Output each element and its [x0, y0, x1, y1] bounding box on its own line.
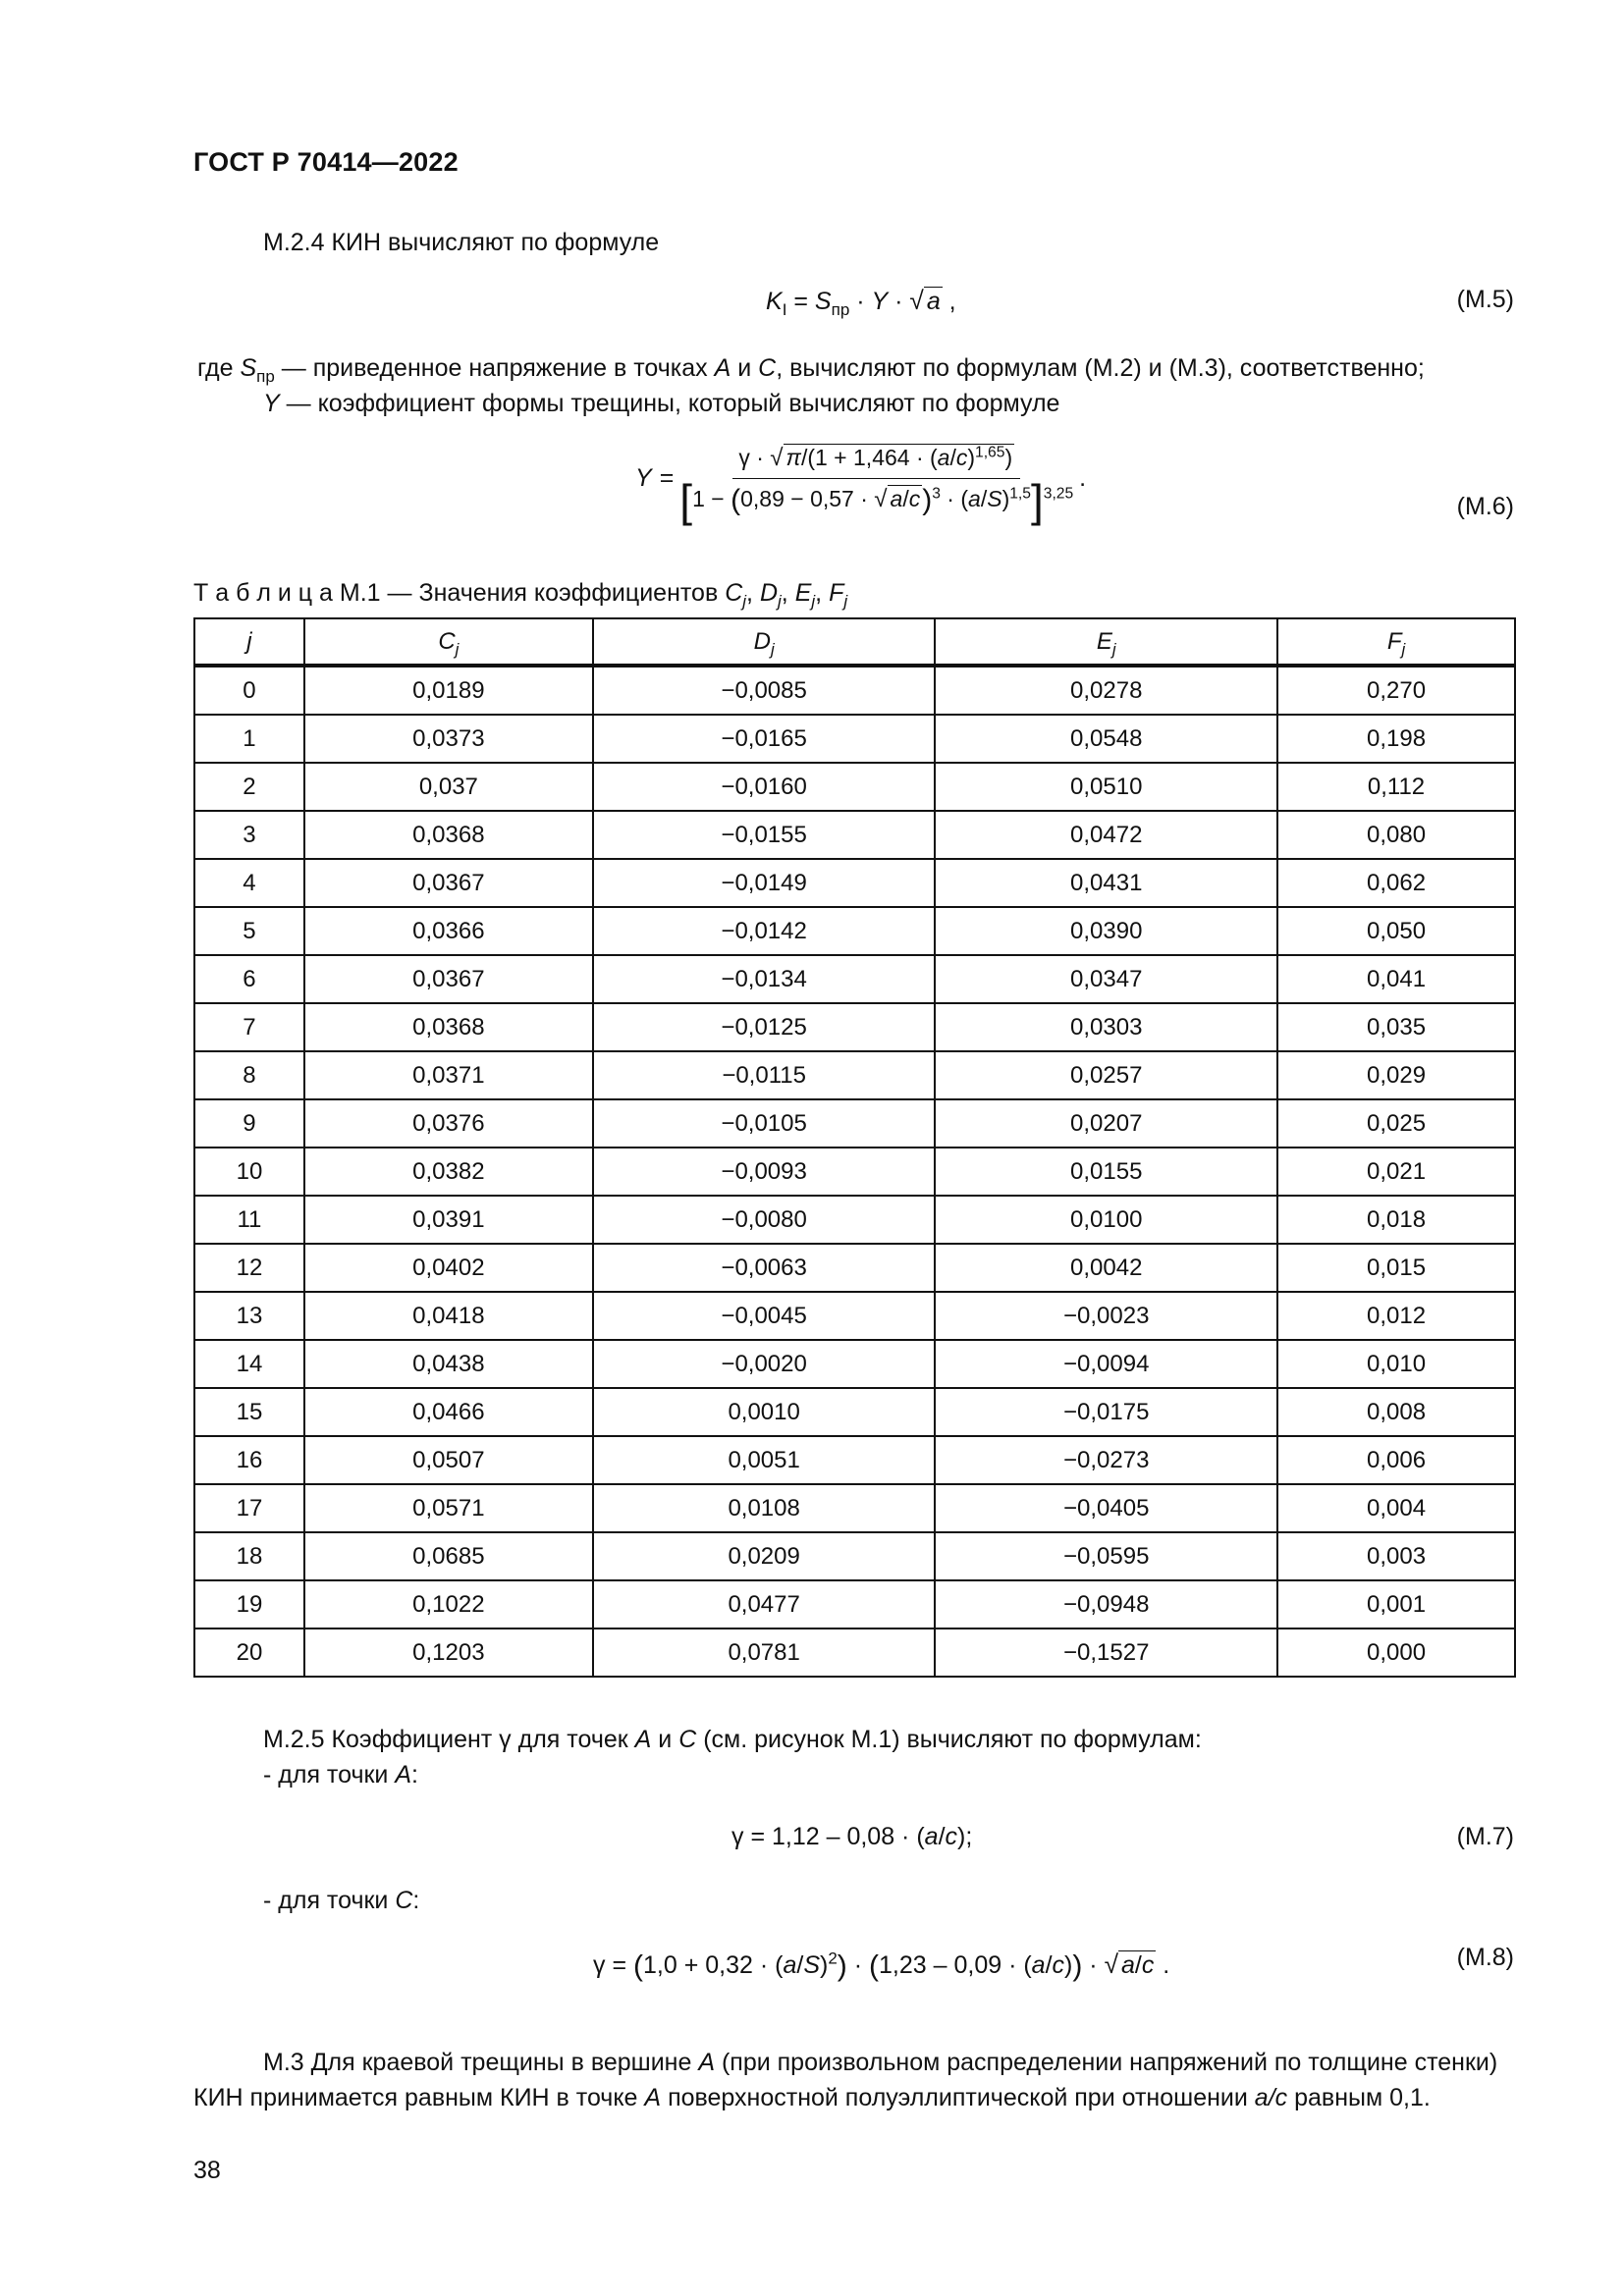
- cell-f: 0,018: [1277, 1196, 1515, 1244]
- cell-f: 0,003: [1277, 1532, 1515, 1580]
- cell-j: 6: [194, 955, 304, 1003]
- cell-e: −0,0175: [935, 1388, 1277, 1436]
- cell-j: 8: [194, 1051, 304, 1099]
- cell-c: 0,0367: [304, 859, 593, 907]
- bullet-point-a: - для точки A:: [263, 1761, 418, 1789]
- cell-c: 0,0571: [304, 1484, 593, 1532]
- header-j: j: [194, 618, 304, 666]
- cell-d: −0,0149: [593, 859, 936, 907]
- table-row: [194, 1340, 1515, 1388]
- cell-d: 0,0209: [593, 1532, 936, 1580]
- cell-e: −0,0595: [935, 1532, 1277, 1580]
- cell-f: 0,021: [1277, 1148, 1515, 1196]
- table-row: [194, 1051, 1515, 1099]
- formula-m8-number: (М.8): [1456, 1944, 1514, 1971]
- cell-d: −0,0020: [593, 1340, 936, 1388]
- cell-c: 0,0368: [304, 1003, 593, 1051]
- cell-c: 0,0382: [304, 1148, 593, 1196]
- coefficients-table: [193, 617, 1516, 1678]
- formula-m6-number: (М.6): [1456, 493, 1514, 520]
- formula-m7: [193, 1823, 1514, 1858]
- cell-e: 0,0257: [935, 1051, 1277, 1099]
- bullet-point-c: - для точки C:: [263, 1887, 420, 1914]
- table-row: [194, 1244, 1515, 1292]
- cell-e: 0,0278: [935, 666, 1277, 715]
- table-row: [194, 715, 1515, 763]
- where-line-2: Y — коэффициент формы трещины, который вычисляют по формуле: [263, 390, 1060, 417]
- cell-e: 0,0390: [935, 907, 1277, 955]
- cell-f: 0,062: [1277, 859, 1515, 907]
- cell-f: 0,010: [1277, 1340, 1515, 1388]
- cell-e: 0,0303: [935, 1003, 1277, 1051]
- cell-e: 0,0042: [935, 1244, 1277, 1292]
- cell-d: −0,0063: [593, 1244, 936, 1292]
- cell-d: 0,0477: [593, 1580, 936, 1629]
- cell-c: 0,0391: [304, 1196, 593, 1244]
- header-e: $E_j$: [935, 618, 1277, 666]
- cell-d: −0,0115: [593, 1051, 936, 1099]
- cell-f: 0,270: [1277, 666, 1515, 715]
- header-c: $C_j$: [304, 618, 593, 666]
- formula-m6: [193, 442, 1514, 550]
- table-row: [194, 907, 1515, 955]
- cell-d: −0,0093: [593, 1148, 936, 1196]
- cell-d: −0,0155: [593, 811, 936, 859]
- cell-f: 0,080: [1277, 811, 1515, 859]
- section-m3-line-2: КИН принимается равным КИН в точке A поверхностной полуэллиптической при отношении a/c равным 0,1.: [193, 2084, 1431, 2111]
- cell-c: 0,0402: [304, 1244, 593, 1292]
- cell-c: 0,0685: [304, 1532, 593, 1580]
- cell-j: 16: [194, 1436, 304, 1484]
- cell-f: 0,050: [1277, 907, 1515, 955]
- cell-e: 0,0472: [935, 811, 1277, 859]
- cell-f: 0,004: [1277, 1484, 1515, 1532]
- cell-d: −0,0165: [593, 715, 936, 763]
- cell-e: 0,0100: [935, 1196, 1277, 1244]
- page-number: 38: [193, 2157, 221, 2184]
- document-header: ГОСТ Р 70414—2022: [193, 147, 459, 177]
- cell-f: 0,008: [1277, 1388, 1515, 1436]
- cell-j: 11: [194, 1196, 304, 1244]
- cell-d: −0,0160: [593, 763, 936, 811]
- table-row: [194, 1388, 1515, 1436]
- cell-c: 0,0189: [304, 666, 593, 715]
- cell-j: 18: [194, 1532, 304, 1580]
- cell-c: 0,0367: [304, 955, 593, 1003]
- cell-j: 1: [194, 715, 304, 763]
- header-d: $D_j$: [593, 618, 936, 666]
- formula-m8-expression: $\gamma = (1,0 + 0,32 \cdot (a/S)^2) \cdot (1,23 - 0,09 \cdot (a/c))$ · √ a/c .: [593, 1949, 1170, 1983]
- cell-c: 0,0373: [304, 715, 593, 763]
- table-row: [194, 1196, 1515, 1244]
- cell-f: 0,035: [1277, 1003, 1515, 1051]
- cell-d: −0,0085: [593, 666, 936, 715]
- formula-m5-number: (М.5): [1456, 286, 1514, 313]
- cell-j: 2: [194, 763, 304, 811]
- cell-e: 0,0431: [935, 859, 1277, 907]
- cell-j: 14: [194, 1340, 304, 1388]
- cell-d: −0,0105: [593, 1099, 936, 1148]
- cell-d: −0,0080: [593, 1196, 936, 1244]
- section-m24-text: М.2.4 КИН вычисляют по формуле: [263, 229, 660, 256]
- cell-e: −0,0948: [935, 1580, 1277, 1629]
- cell-c: 0,0418: [304, 1292, 593, 1340]
- cell-d: 0,0781: [593, 1629, 936, 1677]
- cell-e: −0,0023: [935, 1292, 1277, 1340]
- formula-m6-expression: Y = $\frac{\gamma \cdot √ \pi/(1 + 1,464 \cdot (a/c)^{1,65})}{[1 - (0,89 - 0,57 \cdot √ a/c)^3 \cdot (a/S)^{1,5}]^{3,25}}$ .: [635, 444, 1087, 526]
- cell-j: 4: [194, 859, 304, 907]
- cell-j: 9: [194, 1099, 304, 1148]
- cell-c: 0,0371: [304, 1051, 593, 1099]
- section-m3-line-1: М.3 Для краевой трещины в вершине A (при произвольном распределении напряжений по толщине стенки): [263, 2049, 1498, 2076]
- table-row: [194, 859, 1515, 907]
- cell-j: 20: [194, 1629, 304, 1677]
- cell-e: −0,0273: [935, 1436, 1277, 1484]
- cell-j: 13: [194, 1292, 304, 1340]
- cell-d: −0,0045: [593, 1292, 936, 1340]
- cell-c: 0,0466: [304, 1388, 593, 1436]
- cell-f: 0,000: [1277, 1629, 1515, 1677]
- cell-d: −0,0134: [593, 955, 936, 1003]
- cell-c: 0,0376: [304, 1099, 593, 1148]
- cell-d: −0,0125: [593, 1003, 936, 1051]
- cell-j: 15: [194, 1388, 304, 1436]
- cell-f: 0,001: [1277, 1580, 1515, 1629]
- cell-c: 0,0507: [304, 1436, 593, 1484]
- table-row: [194, 955, 1515, 1003]
- cell-d: 0,0051: [593, 1436, 936, 1484]
- table-row: [194, 1003, 1515, 1051]
- formula-m5-expression: $K_I = S_{пр} \cdot Y$ · √ a ,: [766, 286, 956, 319]
- table-row: [194, 1292, 1515, 1340]
- cell-j: 12: [194, 1244, 304, 1292]
- table-row: [194, 1629, 1515, 1677]
- cell-e: 0,0347: [935, 955, 1277, 1003]
- cell-c: 0,0438: [304, 1340, 593, 1388]
- section-m25-text: М.2.5 Коэффициент γ для точек A и C (см. рисунок М.1) вычисляют по формулам:: [263, 1726, 1202, 1753]
- cell-f: 0,015: [1277, 1244, 1515, 1292]
- table-row: [194, 811, 1515, 859]
- formula-m7-expression: γ = 1,12 – 0,08 · (a/c);: [731, 1823, 973, 1850]
- cell-e: 0,0207: [935, 1099, 1277, 1148]
- cell-e: 0,0510: [935, 763, 1277, 811]
- formula-m8: [193, 1944, 1514, 1987]
- cell-d: 0,0010: [593, 1388, 936, 1436]
- table-row: [194, 763, 1515, 811]
- cell-j: 19: [194, 1580, 304, 1629]
- table-caption: Т а б л и ц а М.1 — Значения коэффициентов $C_j$, $D_j$, $E_j$, $F_j$: [193, 579, 848, 611]
- cell-c: 0,037: [304, 763, 593, 811]
- cell-c: 0,1203: [304, 1629, 593, 1677]
- cell-c: 0,0366: [304, 907, 593, 955]
- table-header-row: [194, 618, 1515, 666]
- cell-f: 0,041: [1277, 955, 1515, 1003]
- formula-m5: [193, 286, 1514, 325]
- cell-f: 0,012: [1277, 1292, 1515, 1340]
- where-line-1: где $S_{пр}$ — приведенное напряжение в точках A и C, вычисляют по формулам (М.2) и (М.3), соответственно;: [197, 354, 1425, 386]
- cell-f: 0,112: [1277, 763, 1515, 811]
- cell-f: 0,029: [1277, 1051, 1515, 1099]
- table-row: [194, 1148, 1515, 1196]
- cell-e: 0,0155: [935, 1148, 1277, 1196]
- formula-m7-number: (М.7): [1456, 1823, 1514, 1850]
- cell-d: −0,0142: [593, 907, 936, 955]
- table-row: [194, 1532, 1515, 1580]
- cell-e: −0,1527: [935, 1629, 1277, 1677]
- cell-c: 0,1022: [304, 1580, 593, 1629]
- cell-j: 10: [194, 1148, 304, 1196]
- cell-e: 0,0548: [935, 715, 1277, 763]
- header-f: $F_j$: [1277, 618, 1515, 666]
- cell-e: −0,0405: [935, 1484, 1277, 1532]
- cell-f: 0,025: [1277, 1099, 1515, 1148]
- cell-c: 0,0368: [304, 811, 593, 859]
- table-row: [194, 1484, 1515, 1532]
- cell-j: 5: [194, 907, 304, 955]
- cell-j: 0: [194, 666, 304, 715]
- table-row: [194, 1580, 1515, 1629]
- cell-e: −0,0094: [935, 1340, 1277, 1388]
- table-row: [194, 1436, 1515, 1484]
- cell-j: 3: [194, 811, 304, 859]
- cell-f: 0,006: [1277, 1436, 1515, 1484]
- table-row: [194, 1099, 1515, 1148]
- cell-j: 7: [194, 1003, 304, 1051]
- table-row: [194, 666, 1515, 715]
- cell-f: 0,198: [1277, 715, 1515, 763]
- cell-d: 0,0108: [593, 1484, 936, 1532]
- cell-j: 17: [194, 1484, 304, 1532]
